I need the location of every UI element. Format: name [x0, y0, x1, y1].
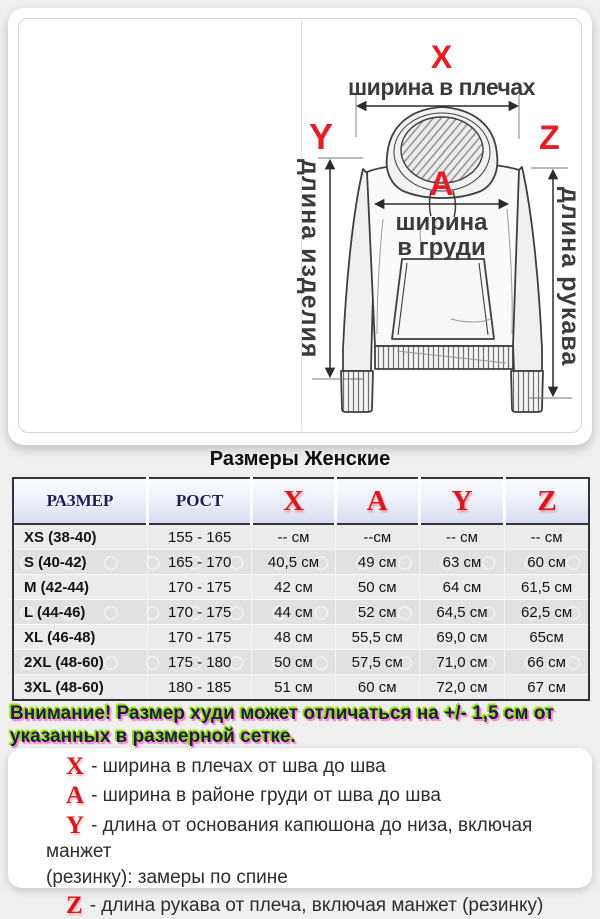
size-table — [12, 477, 590, 701]
cell-size: 2XL (48-60) — [13, 650, 147, 675]
cell-y: 69,0 см — [419, 625, 504, 650]
empty-left-pane — [19, 19, 301, 432]
legend-letter-y: Y — [66, 812, 85, 839]
cell-height: 180 - 185 — [147, 675, 251, 701]
hoodie-hem-band — [375, 346, 513, 369]
cell-x: 44 см — [252, 600, 335, 625]
cell-y: 63 см — [419, 550, 504, 575]
cell-x: -- см — [252, 524, 335, 550]
legend-text-y: - длина от основания капюшона до низа, включая манжет — [46, 815, 533, 862]
cell-x: 48 см — [252, 625, 335, 650]
diagram-letter-y: Y — [309, 116, 334, 157]
cell-a: --см — [335, 524, 419, 550]
cell-y: 64 см — [419, 575, 504, 600]
legend-letter-z: Z — [66, 892, 83, 919]
chest-caption-line2: в груди — [397, 234, 486, 261]
diagram-letter-a: A — [429, 165, 454, 203]
table-row — [13, 600, 589, 625]
table-row — [13, 575, 589, 600]
cell-x: 42 см — [252, 575, 335, 600]
legend-letter-x: X — [66, 753, 85, 780]
hoodie-pocket — [392, 259, 494, 339]
diagram-caption-shoulder-width: ширина в плечах — [348, 74, 535, 100]
cell-a: 57,5 см — [335, 650, 419, 675]
header-row — [13, 478, 589, 524]
cell-size: 3XL (48-60) — [13, 675, 147, 701]
cell-a: 49 см — [335, 550, 419, 575]
cell-x: 51 см — [252, 675, 335, 701]
cell-a: 55,5 см — [335, 625, 419, 650]
cell-height: 170 - 175 — [147, 625, 251, 650]
legend-text-y-continued: (резинку): замеры по спине — [46, 867, 288, 888]
size-table-body — [13, 524, 589, 700]
col-header-a: A — [335, 478, 419, 524]
cell-a: 60 см — [335, 675, 419, 701]
cell-size: M (42-44) — [13, 575, 147, 600]
cell-y: -- см — [419, 524, 504, 550]
cell-z: 67 см — [505, 675, 589, 701]
table-row — [13, 650, 589, 675]
legend-text-z: - длина рукава от плеча, включая манжет (резинку) — [89, 895, 544, 916]
cell-size: L (44-46) — [13, 600, 147, 625]
cell-y: 71,0 см — [419, 650, 504, 675]
cell-z: -- см — [505, 524, 589, 550]
table-row — [13, 675, 589, 701]
legend-item-x — [26, 754, 574, 780]
cell-z: 62,5 см — [505, 600, 589, 625]
table-row — [13, 625, 589, 650]
diagram-inner-box — [18, 18, 582, 433]
col-header-z: Z — [505, 478, 589, 524]
cell-size: S (40-42) — [13, 550, 147, 575]
cell-a: 52 см — [335, 600, 419, 625]
page-title: Размеры Женские — [209, 448, 391, 470]
cell-x: 50 см — [252, 650, 335, 675]
cell-y: 72,0 см — [419, 675, 504, 701]
col-header-x: X — [252, 478, 335, 524]
diagram-letter-x: X — [430, 39, 453, 75]
hoodie-left-cuff — [341, 371, 373, 412]
legend-text-a: - ширина в районе груди от шва до шва — [91, 785, 441, 806]
diagram-card — [8, 8, 592, 445]
col-header-size: РАЗМЕР — [13, 478, 147, 524]
cell-x: 40,5 см — [252, 550, 335, 575]
cell-height: 170 - 175 — [147, 600, 251, 625]
size-table-header — [13, 478, 589, 524]
legend-card — [8, 748, 592, 919]
cell-height: 175 - 180 — [147, 650, 251, 675]
legend-item-a — [26, 783, 574, 809]
diagram-caption-sleeve-length: длина рукава — [556, 187, 584, 367]
col-header-y: Y — [419, 478, 504, 524]
cell-z: 60 см — [505, 550, 589, 575]
legend-text-x: - ширина в плечах от шва до шва — [91, 756, 386, 777]
table-row — [13, 550, 589, 575]
legend-letter-a: A — [66, 782, 85, 809]
hoodie-measure-pane — [296, 19, 584, 432]
col-header-height: РОСТ — [147, 478, 251, 524]
chest-caption-line1: ширина — [395, 209, 488, 236]
cell-z: 66 см — [505, 650, 589, 675]
size-warning-text: Внимание! Размер худи может отличаться на +/- 1,5 см от указанных в размерной сетке. — [10, 703, 555, 747]
cell-z: 65см — [505, 625, 589, 650]
table-row — [13, 524, 589, 550]
cell-height: 170 - 175 — [147, 575, 251, 600]
cell-y: 64,5 см — [419, 600, 504, 625]
cell-size: XS (38-40) — [13, 524, 147, 550]
hoodie-right-cuff — [511, 371, 543, 412]
legend-item-z — [26, 893, 574, 919]
diagram-caption-chest-width — [301, 210, 582, 260]
cell-z: 61,5 см — [505, 575, 589, 600]
cell-height: 165 - 170 — [147, 550, 251, 575]
cell-size: XL (46-48) — [13, 625, 147, 650]
diagram-letter-z: Z — [539, 119, 560, 157]
diagram-caption-item-length: длина изделия — [296, 159, 324, 359]
cell-height: 155 - 165 — [147, 524, 251, 550]
cell-a: 50 см — [335, 575, 419, 600]
legend-item-y — [26, 813, 574, 865]
